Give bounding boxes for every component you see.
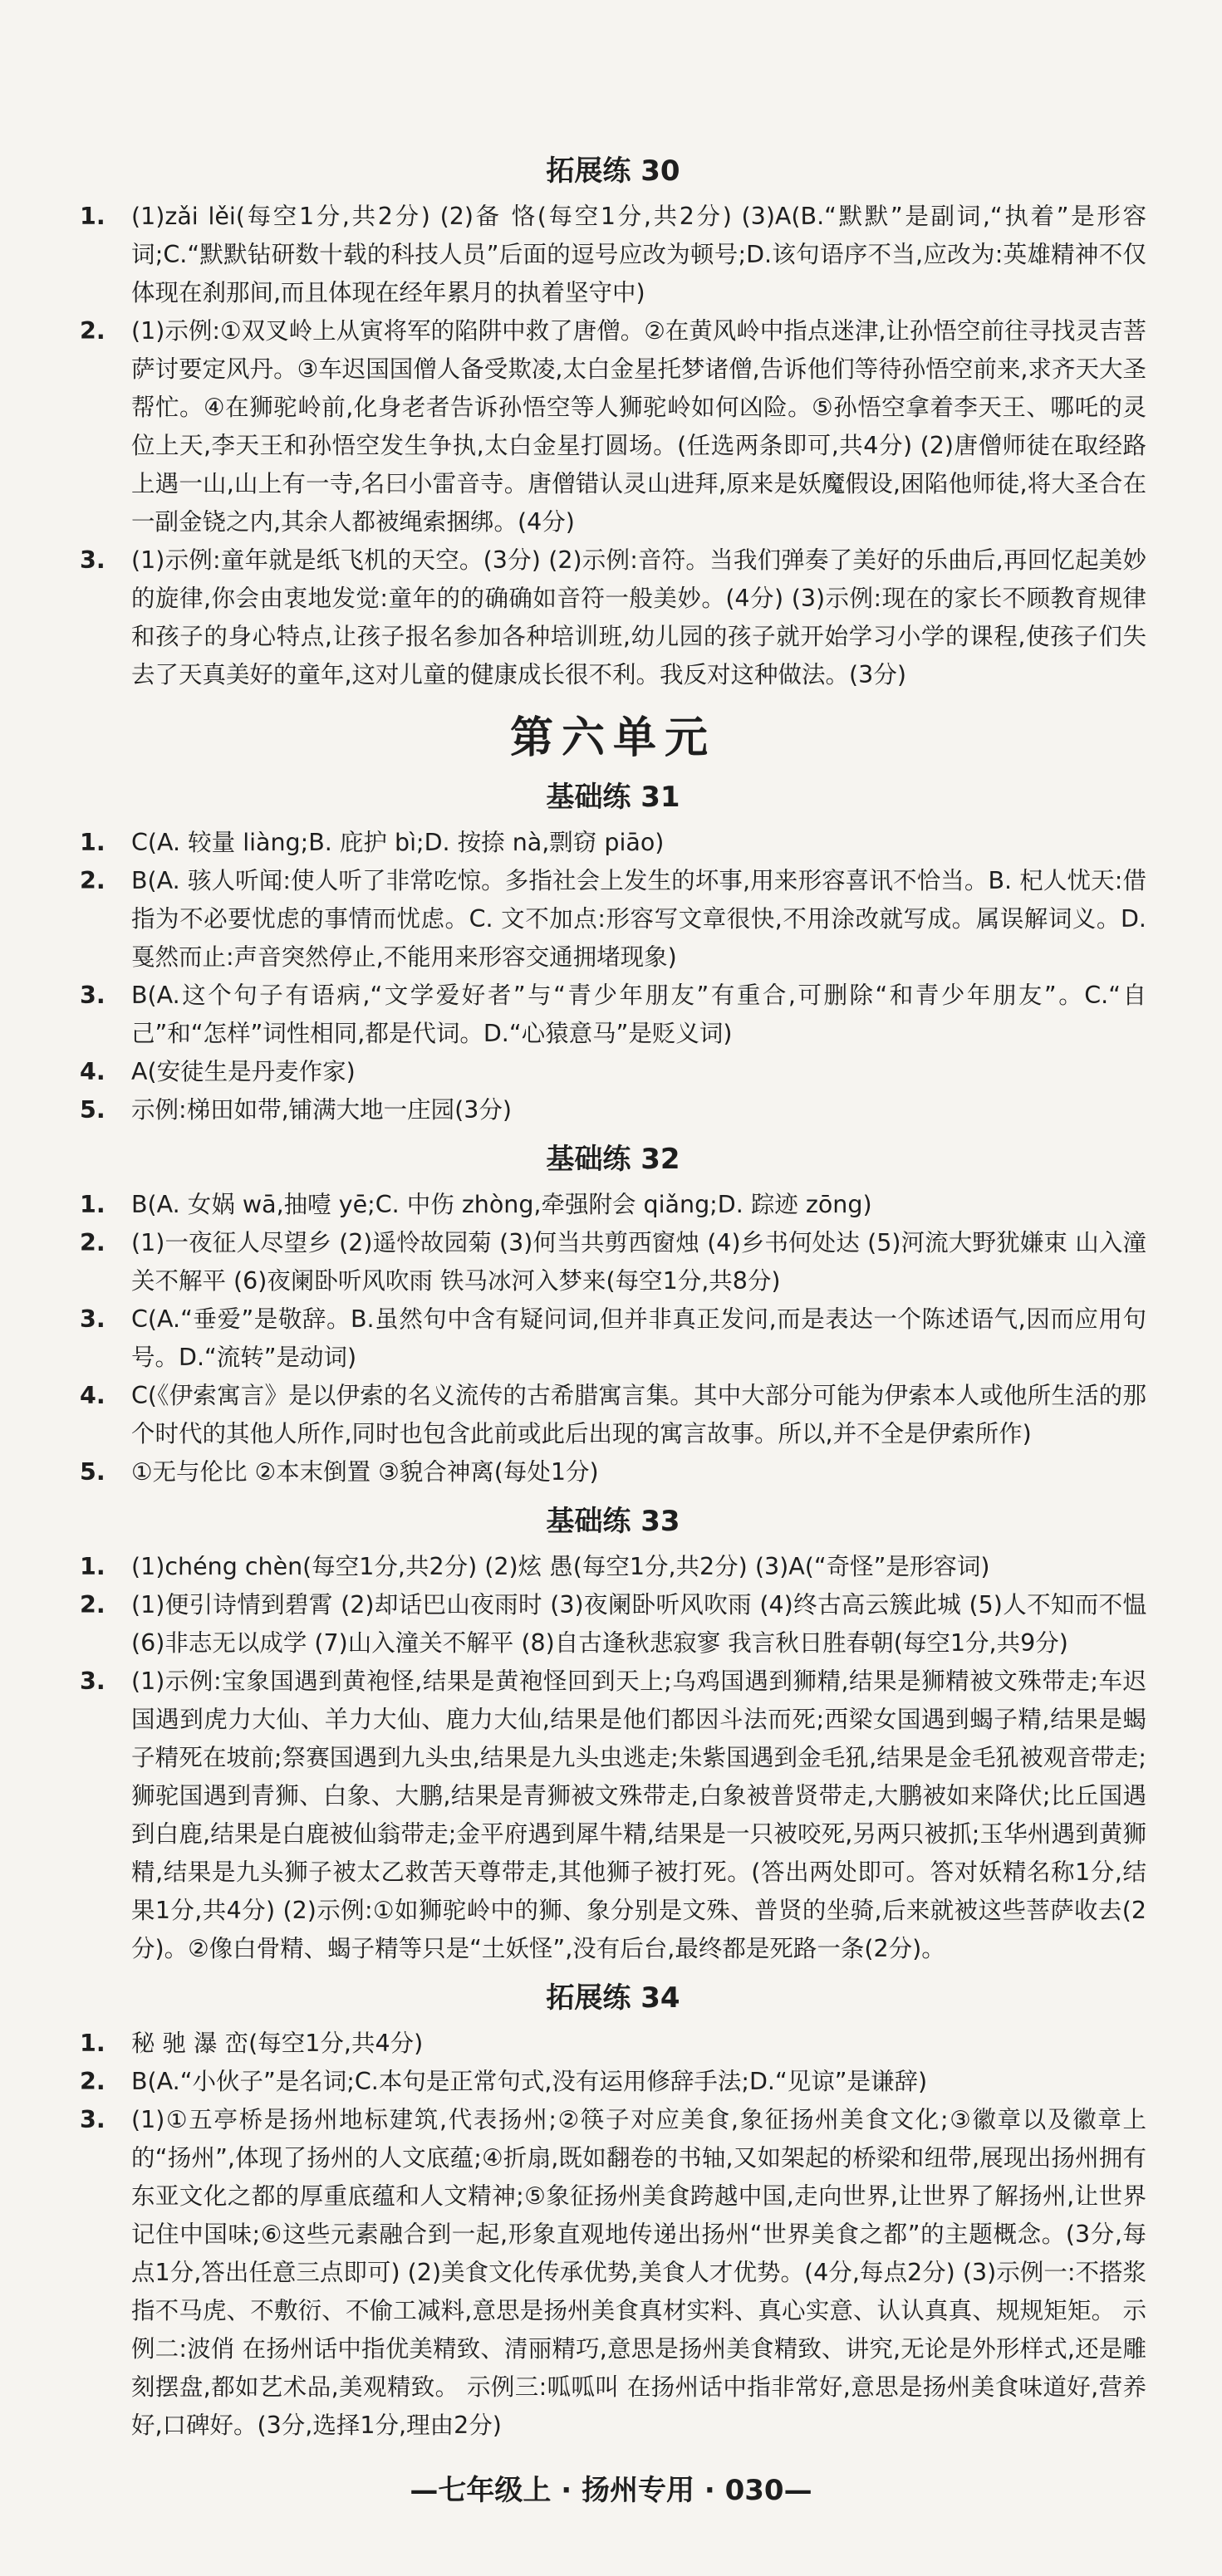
answer-item bbox=[80, 1091, 1146, 1129]
answer-item bbox=[80, 541, 1146, 694]
item-number: 1. bbox=[80, 1191, 106, 1218]
item-text: 示例:梯田如带,铺满大地一庄园(3分) bbox=[131, 1096, 513, 1124]
answer-item bbox=[80, 1377, 1146, 1453]
item-number: 2. bbox=[80, 867, 106, 894]
page-footer: —七年级上 · 扬州专用 · 030— bbox=[410, 2474, 812, 2507]
answer-item bbox=[80, 824, 1146, 862]
item-text: 秘 驰 瀑 峦(每空1分,共4分) bbox=[131, 2030, 424, 2057]
item-number: 3. bbox=[80, 2106, 106, 2133]
section-heading: 基础练 32 bbox=[546, 1143, 680, 1176]
item-text: (1)便引诗情到碧霄 (2)却话巴山夜雨时 (3)夜阑卧听风吹雨 (4)终古高云簇此城 (5)人不知而不愠 (6)非志无以成学 (7)山入潼关不解平 (8)自古逢秋悲寂寥 我言秋日胜春朝(每空1分,共9分) bbox=[131, 1591, 1146, 1657]
item-text: (1)示例:童年就是纸飞机的天空。(3分) (2)示例:音符。当我们弹奏了美好的乐曲后,再回忆起美妙的旋律,你会由衷地发觉:童年的的确确如音符一般美妙。(4分) (3)示例:现在的家长不顾教育规律和孩子的身心特点,让孩子报名参加各种培训班,幼儿园的孩子就开始学习小学的课程,使孩子们失去了天真美好的童年,这对儿童的健康成长很不利。我反对这种做法。(3分) bbox=[131, 546, 1146, 688]
section-heading: 拓展练 34 bbox=[546, 1981, 680, 2015]
item-number: 4. bbox=[80, 1058, 106, 1085]
item-number: 5. bbox=[80, 1096, 106, 1124]
item-number: 3. bbox=[80, 1305, 106, 1333]
item-text: (1)示例:宝象国遇到黄袍怪,结果是黄袍怪回到天上;乌鸡国遇到狮精,结果是狮精被文殊带走;车迟国遇到虎力大仙、羊力大仙、鹿力大仙,结果是他们都因斗法而死;西梁女国遇到蝎子精,结果是蝎子精死在坡前;祭赛国遇到九头虫,结果是九头虫逃走;朱紫国遇到金毛犼,结果是金毛犼被观音带走;狮驼国遇到青狮、白象、大鹏,结果是青狮被文殊带走,白象被普贤带走,大鹏被如来降伏;比丘国遇到白鹿,结果是白鹿被仙翁带走;金平府遇到犀牛精,结果是一只被咬死,另两只被抓;玉华州遇到黄狮精,结果是九头狮子被太乙救苦天尊带走,其他狮子被打死。(答出两处即可。答对妖精名称1分,结果1分,共4分) (2)示例:①如狮驼岭中的狮、象分别是文殊、普贤的坐骑,后来就被这些菩萨收去(2分)。②像白骨精、蝎子精等只是“土妖怪”,没有后台,最终都是死路一条(2分)。 bbox=[131, 1668, 1146, 1962]
item-number: 1. bbox=[80, 829, 106, 856]
item-text: C(A.“垂爱”是敬辞。B.虽然句中含有疑问词,但并非真正发问,而是表达一个陈述语气,因而应用句号。D.“流转”是动词) bbox=[131, 1305, 1146, 1371]
item-text: ①无与伦比 ②本末倒置 ③貌合神离(每处1分) bbox=[131, 1458, 599, 1486]
unit-title: 第六单元 bbox=[509, 713, 716, 763]
answer-item bbox=[80, 1663, 1146, 1968]
item-text: (1)zǎi lěi(每空1分,共2分) (2)备 恪(每空1分,共2分) (3)A(B.“默默”是副词,“执着”是形容词;C.“默默钻研数十载的科技人员”后面的逗号应改为顿号;D.该句语序不当,应改为:英雄精神不仅体现在刹那间,而且体现在经年累月的执着坚守中) bbox=[131, 203, 1146, 306]
item-number: 5. bbox=[80, 1458, 106, 1486]
item-text: (1)chéng chèn(每空1分,共2分) (2)炫 愚(每空1分,共2分) (3)A(“奇怪”是形容词) bbox=[131, 1553, 990, 1580]
item-text: C(A. 较量 liàng;B. 庇护 bì;D. 按捺 nà,剽窃 piāo) bbox=[131, 829, 665, 856]
item-text: (1)一夜征人尽望乡 (2)遥怜故园菊 (3)何当共剪西窗烛 (4)乡书何处达 (5)河流大野犹嫌束 山入潼关不解平 (6)夜阑卧听风吹雨 铁马冰河入梦来(每空1分,共8分) bbox=[131, 1229, 1146, 1295]
answer-item bbox=[80, 1053, 1146, 1091]
answer-item bbox=[80, 2025, 1146, 2063]
item-number: 3. bbox=[80, 1668, 106, 1695]
answer-item bbox=[80, 1453, 1146, 1491]
answer-item bbox=[80, 1224, 1146, 1300]
item-text: B(A.“小伙子”是名词;C.本句是正常句式,没有运用修辞手法;D.“见谅”是谦辞) bbox=[131, 2068, 928, 2095]
item-text: C(《伊索寓言》是以伊索的名义流传的古希腊寓言集。其中大部分可能为伊索本人或他所生活的那个时代的其他人所作,同时也包含此前或此后出现的寓言故事。所以,并不全是伊索所作) bbox=[131, 1382, 1146, 1447]
item-text: (1)示例:①双叉岭上从寅将军的陷阱中救了唐僧。②在黄风岭中指点迷津,让孙悟空前往寻找灵吉菩萨讨要定风丹。③车迟国国僧人备受欺凌,太白金星托梦诸僧,告诉他们等待孙悟空前来,求齐天大圣帮忙。④在狮驼岭前,化身老者告诉孙悟空等人狮驼岭如何凶险。⑤孙悟空拿着李天王、哪吒的灵位上天,李天王和孙悟空发生争执,太白金星打圆场。(任选两条即可,共4分) (2)唐僧师徒在取经路上遇一山,山上有一寺,名曰小雷音寺。唐僧错认灵山进拜,原来是妖魔假设,困陷他师徒,将大圣合在一副金铙之内,其余人都被绳索捆绑。(4分) bbox=[131, 317, 1146, 536]
item-number: 1. bbox=[80, 2030, 106, 2057]
answer-item bbox=[80, 312, 1146, 541]
answer-item bbox=[80, 2101, 1146, 2445]
section-heading: 基础练 31 bbox=[546, 781, 680, 814]
answer-item bbox=[80, 1186, 1146, 1224]
item-text: B(A. 女娲 wā,抽噎 yē;C. 中伤 zhòng,牵强附会 qiǎng;D. 踪迹 zōng) bbox=[131, 1191, 872, 1218]
section-heading: 基础练 33 bbox=[546, 1505, 680, 1538]
answer-item bbox=[80, 977, 1146, 1053]
item-number: 2. bbox=[80, 1591, 106, 1619]
answer-column bbox=[80, 141, 1146, 2445]
item-text: (1)①五亭桥是扬州地标建筑,代表扬州;②筷子对应美食,象征扬州美食文化;③徽章以及徽章上的“扬州”,体现了扬州的人文底蕴;④折扇,既如翻卷的书轴,又如架起的桥梁和纽带,展现出扬州拥有东亚文化之都的厚重底蕴和人文精神;⑤象征扬州美食跨越中国,走向世界,让世界了解扬州,让世界记住中国味;⑥这些元素融合到一起,形象直观地传递出扬州“世界美食之都”的主题概念。(3分,每点1分,答出任意三点即可) (2)美食文化传承优势,美食人才优势。(4分,每点2分) (3)示例一:不搭浆 指不马虎、不敷衍、不偷工减料,意思是扬州美食真材实料、真心实意、认认真真、规规矩矩。 示例二:波俏 在扬州话中指优美精致、清丽精巧,意思是扬州美食精致、讲究,无论是外形样式,还是雕刻摆盘,都如艺术品,美观精致。 示例三:呱呱叫 在扬州话中指非常好,意思是扬州美食味道好,营养好,口碑好。(3分,选择1分,理由2分) bbox=[131, 2106, 1146, 2439]
item-text: B(A. 骇人听闻:使人听了非常吃惊。多指社会上发生的坏事,用来形容喜讯不恰当。B. 杞人忧天:借指为不必要忧虑的事情而忧虑。C. 文不加点:形容写文章很快,不用涂改就写成。属误解词义。D. 戛然而止:声音突然停止,不能用来形容交通拥堵现象) bbox=[131, 867, 1146, 971]
item-number: 3. bbox=[80, 546, 106, 574]
answer-item bbox=[80, 2063, 1146, 2101]
section-heading: 拓展练 30 bbox=[546, 154, 680, 188]
item-text: B(A.这个句子有语病,“文学爱好者”与“青少年朋友”有重合,可删除“和青少年朋友”。C.“自己”和“怎样”词性相同,都是代词。D.“心猿意马”是贬义词) bbox=[131, 982, 1146, 1047]
item-number: 2. bbox=[80, 2068, 106, 2095]
item-number: 3. bbox=[80, 982, 106, 1009]
item-text: A(安徒生是丹麦作家) bbox=[131, 1058, 356, 1085]
item-number: 2. bbox=[80, 1229, 106, 1256]
answer-item bbox=[80, 1548, 1146, 1586]
item-number: 1. bbox=[80, 203, 106, 230]
item-number: 1. bbox=[80, 1553, 106, 1580]
answer-item bbox=[80, 862, 1146, 977]
answer-item bbox=[80, 198, 1146, 312]
item-number: 2. bbox=[80, 317, 106, 345]
answer-item bbox=[80, 1300, 1146, 1377]
item-number: 4. bbox=[80, 1382, 106, 1409]
answer-item bbox=[80, 1586, 1146, 1663]
